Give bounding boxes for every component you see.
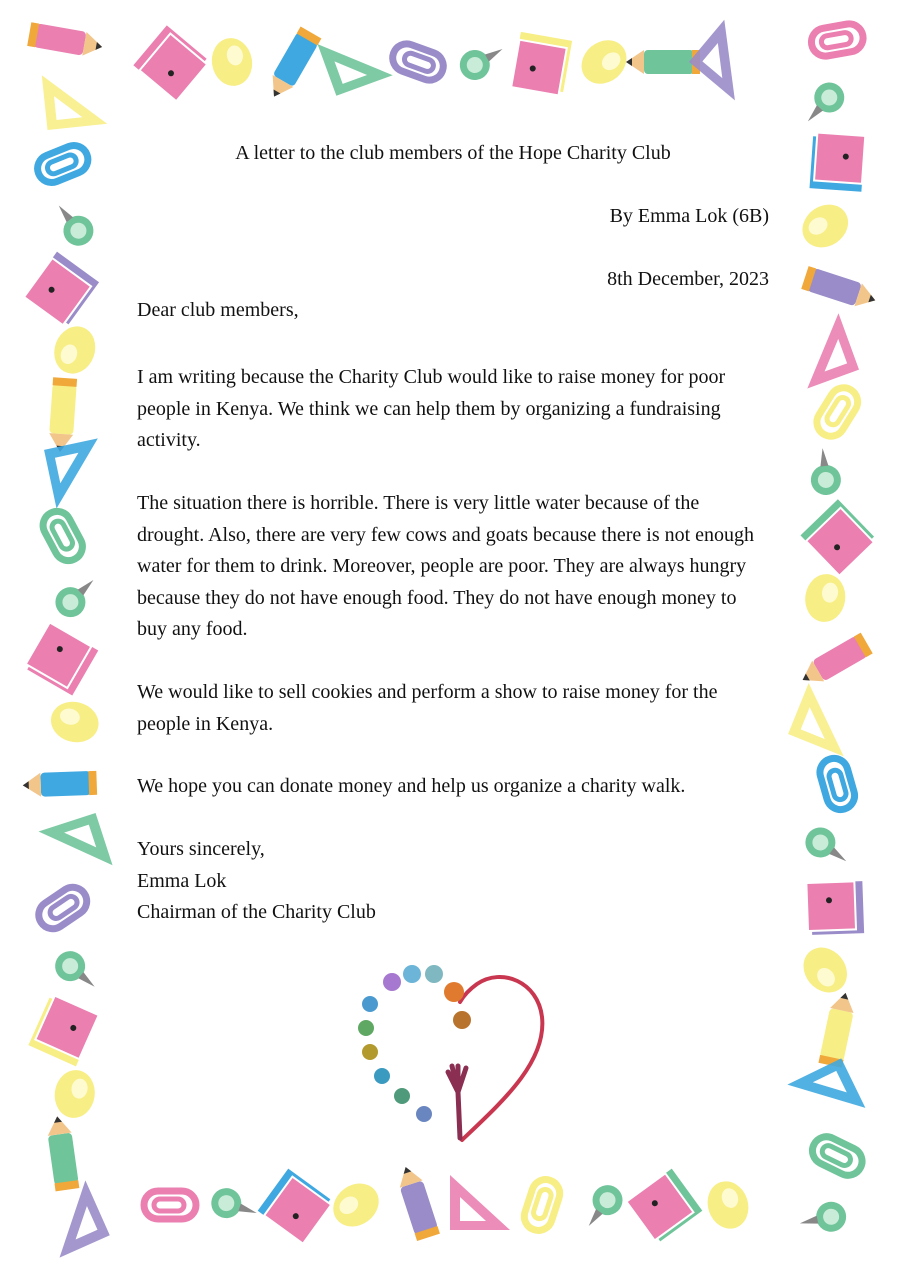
paragraph-situation: The situation there is horrible. There is very little water because of the drought. Also, there are very few cows and goats because there is not enough water for them to drink. Moreover, people are poor. They are always hungry because they do not have enough food. They do not have enough money to buy any food. <box>137 492 755 640</box>
sticky-note-icon <box>511 32 572 96</box>
pencil-icon <box>797 633 873 691</box>
paper-clip-icon <box>144 1191 196 1219</box>
paper-clip-icon <box>817 755 858 813</box>
valediction: Yours sincerely, <box>137 838 265 860</box>
pushpin-icon <box>797 76 851 131</box>
pencil-icon <box>626 50 700 74</box>
paper-clip-icon <box>33 882 92 934</box>
pencil-icon <box>22 771 97 798</box>
pushpin-icon <box>454 36 510 85</box>
paper-clip-icon <box>812 383 863 442</box>
pencil-sharpener-icon <box>208 35 256 89</box>
pushpin-icon <box>49 569 104 623</box>
pushpin-icon <box>577 1179 629 1235</box>
sticky-note-icon <box>24 252 99 328</box>
triangle-ruler-icon <box>689 20 770 101</box>
paper-clip-icon <box>38 506 87 565</box>
pencil-icon <box>45 1115 79 1192</box>
pencil-sharpener-icon <box>795 939 856 1001</box>
sticky-note-icon <box>810 132 866 191</box>
pencil-icon <box>818 990 857 1067</box>
letter-date: 8th December, 2023 <box>607 268 769 290</box>
paper-clip-icon <box>809 22 865 59</box>
triangle-ruler-icon <box>450 1175 510 1230</box>
triangle-ruler-icon <box>35 1180 110 1257</box>
pencil-icon <box>48 377 77 452</box>
paragraph-purpose: I am writing because the Charity Club would like to raise money for poor people in Kenya. We think we can help them by organizing a fundraising activity. <box>137 366 726 451</box>
sticky-note-icon <box>806 881 864 935</box>
salutation: Dear club members, <box>137 299 299 321</box>
pencil-sharpener-icon <box>573 31 635 92</box>
signature-position: Chairman of the Charity Club <box>137 901 376 923</box>
paper-clip-icon <box>521 1176 564 1234</box>
sticky-note-icon <box>800 499 876 575</box>
pencil-sharpener-icon <box>52 1067 98 1120</box>
paper-clip-icon <box>389 40 447 84</box>
pencil-sharpener-icon <box>702 1176 755 1234</box>
pencil-sharpener-icon <box>802 571 848 624</box>
paragraph-plan: We would like to sell cookies and perform a show to raise money for the people in Kenya. <box>137 681 718 735</box>
author-byline: By Emma Lok (6B) <box>609 205 769 227</box>
pencil-sharpener-icon <box>325 1175 387 1236</box>
pencil-sharpener-icon <box>794 196 856 256</box>
pushpin-icon <box>797 1199 849 1238</box>
pencil-icon <box>27 22 104 58</box>
paper-clip-icon <box>808 1132 867 1180</box>
hand-icon <box>358 965 471 1138</box>
sticky-note-icon <box>24 622 98 695</box>
triangle-ruler-icon <box>38 813 112 884</box>
triangle-ruler-icon <box>42 69 107 130</box>
closing-block <box>137 834 376 929</box>
helping-hands-heart-logo <box>352 962 552 1147</box>
letter-title: A letter to the club members of the Hope Charity Club <box>235 142 671 164</box>
signature-name: Emma Lok <box>137 869 227 892</box>
paragraph-request: We hope you can donate money and help us organize a charity walk. <box>137 775 686 797</box>
triangle-ruler-icon <box>788 683 864 756</box>
sticky-note-icon <box>133 25 209 101</box>
triangle-ruler-icon <box>787 1058 865 1134</box>
pushpin-icon <box>49 945 104 998</box>
pushpin-icon <box>207 1184 261 1227</box>
sticky-note-icon <box>258 1169 334 1244</box>
triangle-ruler-icon <box>44 438 110 508</box>
triangle-ruler-icon <box>318 24 393 96</box>
pencil-icon <box>264 27 322 103</box>
pencil-icon <box>394 1163 440 1241</box>
pencil-sharpener-icon <box>48 321 102 380</box>
pushpin-icon <box>47 196 100 252</box>
pushpin-icon <box>808 447 843 497</box>
pushpin-icon <box>799 822 855 874</box>
sticky-note-icon <box>626 1169 702 1244</box>
paper-clip-icon <box>33 141 92 186</box>
sticky-note-icon <box>28 994 98 1066</box>
pencil-icon <box>801 266 879 312</box>
pencil-sharpener-icon <box>47 697 103 747</box>
triangle-ruler-icon <box>787 313 859 388</box>
